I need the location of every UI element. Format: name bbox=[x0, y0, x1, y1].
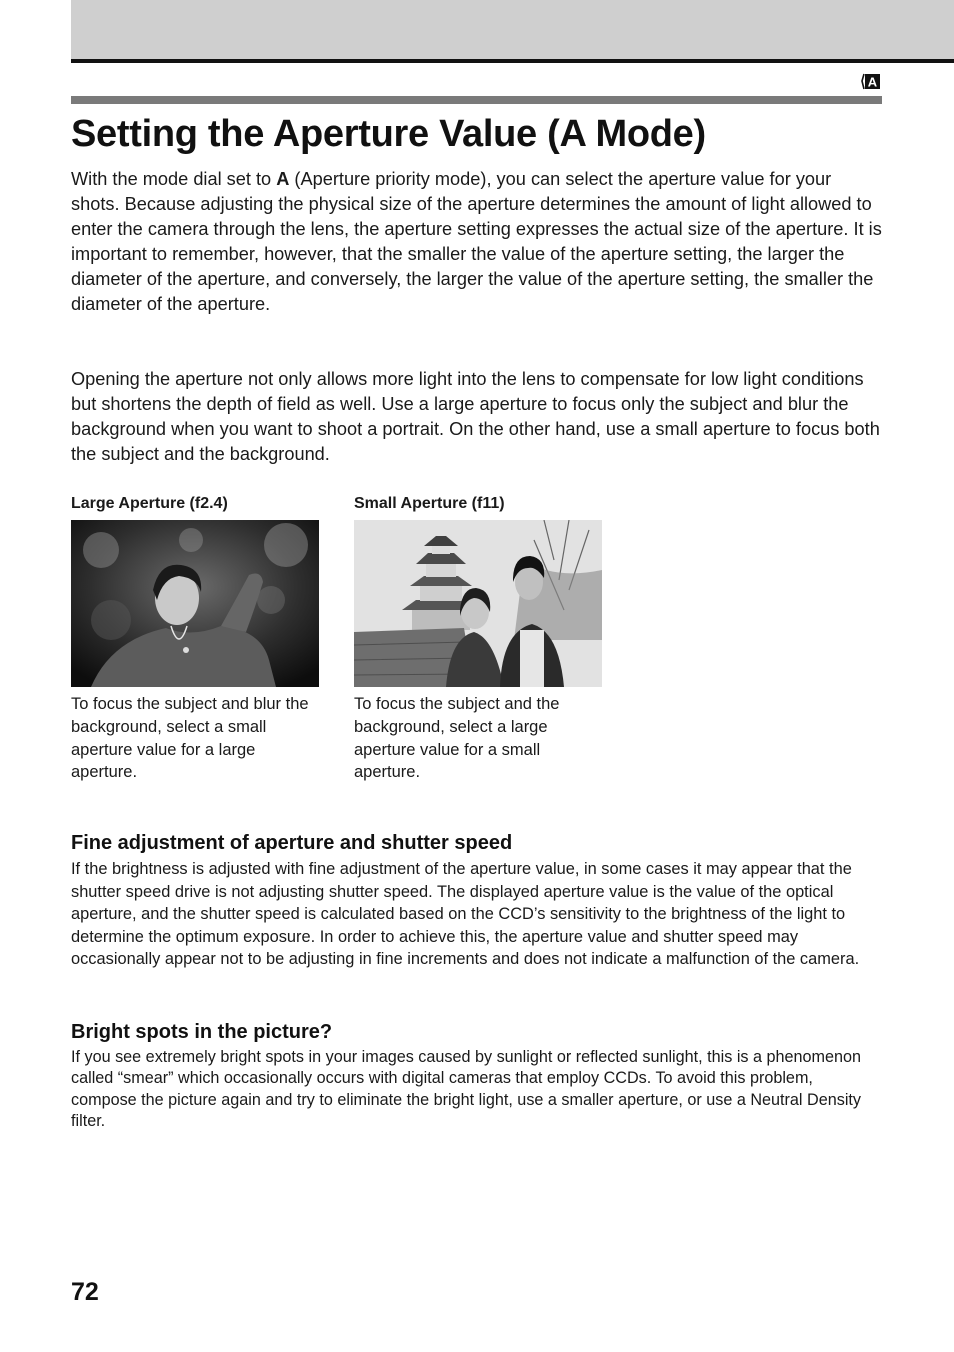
header-rule bbox=[71, 59, 954, 63]
header-band bbox=[71, 0, 954, 60]
intro-paragraph-1: With the mode dial set to A (Aperture priority mode), you can select the aperture value for your shots. Because adjusting the physical size of the aperture determines the amount of light allowed to enter the camera through the lens, the aperture setting expresses the actual size of the aperture. It is important to remember, however, that the smaller the value of the aperture setting, the larger the diameter of the aperture, and conversely, the larger the value of the aperture setting, the smaller the diameter of the aperture. bbox=[71, 169, 882, 314]
fine-adjustment-body: If the brightness is adjusted with fine adjustment of the aperture value, in some cases it may appear that the shutter speed drive is not adjusting shutter speed. The displayed aperture value is the value of the optical aperture, and the shutter speed is calculated based on the CCD’s sensitivity to the brightness of the light to determine the optimum exposure. In order to achieve this, the aperture value and shutter speed may occasionally appear not to be adjusting in fine increments and does not indicate a malfunction of the camera. bbox=[71, 860, 860, 969]
small-aperture-heading: Small Aperture (f11) bbox=[354, 495, 505, 512]
aperture-mode-icon bbox=[861, 73, 881, 90]
title-mode-letter: A bbox=[559, 113, 586, 155]
mode-badge-letter: A bbox=[867, 74, 878, 90]
page-title: Setting the Aperture Value (A Mode) bbox=[71, 113, 706, 155]
page-number: 72 bbox=[71, 1278, 99, 1306]
small-aperture-photo bbox=[354, 520, 602, 687]
title-bar bbox=[71, 96, 882, 104]
large-aperture-photo bbox=[71, 520, 319, 687]
bright-spots-heading: Bright spots in the picture? bbox=[71, 1021, 333, 1043]
small-aperture-caption: To focus the subject and the background, select a large aperture value for a small aperture. bbox=[354, 695, 560, 782]
mode-letter-inline: A bbox=[276, 169, 290, 189]
bright-spots-body: If you see extremely bright spots in your images caused by sunlight or reflected sunlight, this is a phenomenon called “smear” which occasionally occurs with digital cameras that employ CCDs. To avoid this problem, compose the picture again and try to eliminate the bright light, use a smaller aperture, or use a Neutral Density filter. bbox=[71, 1048, 862, 1130]
intro-paragraph-2: Opening the aperture not only allows more light into the lens to compensate for low light conditions but shortens the depth of field as well. Use a large aperture to focus only the subject and blur the background when you want to shoot a portrait. On the other hand, use a small aperture to focus both the subject and the background. bbox=[71, 369, 880, 464]
fine-adjustment-heading: Fine adjustment of aperture and shutter speed bbox=[71, 832, 513, 854]
large-aperture-heading: Large Aperture (f2.4) bbox=[71, 495, 228, 512]
large-aperture-caption: To focus the subject and blur the background, select a small aperture value for a large aperture. bbox=[71, 695, 309, 782]
